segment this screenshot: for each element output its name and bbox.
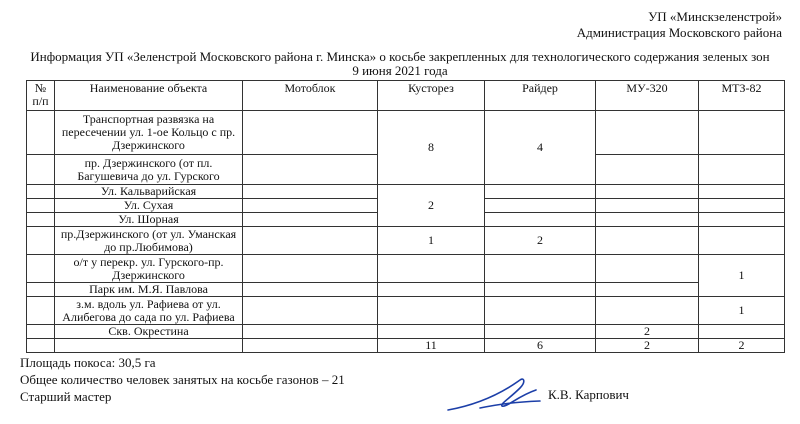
kustorez-cell: 1 bbox=[378, 227, 485, 255]
footer-people: Общее количество человек занятых на косьбе газонов – 21 bbox=[20, 372, 345, 387]
row-num bbox=[27, 325, 55, 339]
row-motoblock bbox=[243, 339, 378, 353]
row-rider bbox=[485, 325, 596, 339]
col-header-num: № п/п bbox=[27, 81, 55, 111]
mtz82-cell: 1 bbox=[699, 297, 785, 325]
row-mu320 bbox=[596, 185, 699, 199]
row-rider bbox=[485, 213, 596, 227]
total-mu320: 2 bbox=[596, 339, 699, 353]
col-header-kustorez: Кусторез bbox=[378, 81, 485, 111]
row-name: Скв. Окрестина bbox=[55, 325, 243, 339]
footer-area: Площадь покоса: 30,5 га bbox=[20, 355, 156, 370]
row-num bbox=[27, 297, 55, 325]
header-block bbox=[577, 9, 782, 41]
title-date: 9 июня 2021 года bbox=[352, 63, 448, 78]
col-header-rider: Райдер bbox=[485, 81, 596, 111]
row-name: Ул. Шорная bbox=[55, 213, 243, 227]
row-num bbox=[27, 155, 55, 185]
row-mtz82 bbox=[699, 325, 785, 339]
row-motoblock bbox=[243, 297, 378, 325]
row-motoblock bbox=[243, 325, 378, 339]
row-mu320 bbox=[596, 199, 699, 213]
table-row bbox=[27, 227, 785, 255]
row-kustorez bbox=[378, 297, 485, 325]
mtz82-cell: 1 bbox=[699, 255, 785, 297]
row-motoblock bbox=[243, 155, 378, 185]
row-rider bbox=[485, 255, 596, 283]
rider-cell: 4 bbox=[485, 111, 596, 185]
row-rider bbox=[485, 297, 596, 325]
row-mtz82 bbox=[699, 199, 785, 213]
row-mu320 bbox=[596, 111, 699, 155]
table-row bbox=[27, 283, 785, 297]
row-mtz82 bbox=[699, 227, 785, 255]
row-name: Ул. Сухая bbox=[55, 199, 243, 213]
total-kustorez: 11 bbox=[378, 339, 485, 353]
header-admin: Администрация Московского района bbox=[576, 25, 782, 40]
col-header-motoblock: Мотоблок bbox=[243, 81, 378, 111]
row-mu320 bbox=[596, 297, 699, 325]
row-motoblock bbox=[243, 213, 378, 227]
signature bbox=[440, 368, 550, 418]
table-row bbox=[27, 325, 785, 339]
row-motoblock bbox=[243, 199, 378, 213]
row-motoblock bbox=[243, 255, 378, 283]
row-name: пр.Дзержинского (от ул. Уманская до пр.Любимова) bbox=[55, 227, 243, 255]
header-row bbox=[27, 81, 785, 111]
row-num bbox=[27, 339, 55, 353]
mowing-table bbox=[26, 80, 785, 353]
row-motoblock bbox=[243, 283, 378, 297]
table-row bbox=[27, 297, 785, 325]
row-name bbox=[55, 339, 243, 353]
document-title bbox=[0, 50, 800, 78]
row-rider bbox=[485, 283, 596, 297]
row-num bbox=[27, 111, 55, 155]
row-name: з.м. вдоль ул. Рафиева от ул. Алибегова до сада по ул. Рафиева bbox=[55, 297, 243, 325]
row-mu320 bbox=[596, 227, 699, 255]
kustorez-cell: 2 bbox=[378, 185, 485, 227]
footer-block bbox=[20, 354, 345, 405]
row-name: пр. Дзержинского (от пл. Багушевича до ул. Гурского bbox=[55, 155, 243, 185]
row-kustorez bbox=[378, 283, 485, 297]
row-mtz82 bbox=[699, 155, 785, 185]
total-rider: 6 bbox=[485, 339, 596, 353]
footer-position: Старший мастер bbox=[20, 389, 112, 404]
row-num bbox=[27, 199, 55, 213]
title-line1: Информация УП «Зеленстрой Московского района г. Минска» о косьбе закрепленных для технологического содержания зеленых зон bbox=[30, 49, 770, 64]
row-mu320 bbox=[596, 283, 699, 297]
row-mtz82 bbox=[699, 185, 785, 199]
row-num bbox=[27, 283, 55, 297]
row-name: Транспортная развязка на пересечении ул. 1-ое Кольцо с пр. Дзержинского bbox=[55, 111, 243, 155]
row-mu320 bbox=[596, 255, 699, 283]
row-num bbox=[27, 255, 55, 283]
signer-name: К.В. Карпович bbox=[548, 387, 629, 402]
row-mtz82 bbox=[699, 111, 785, 155]
row-kustorez bbox=[378, 255, 485, 283]
row-name: о/т у перекр. ул. Гурского-пр. Дзержинского bbox=[55, 255, 243, 283]
row-kustorez bbox=[378, 325, 485, 339]
col-header-name: Наименование объекта bbox=[55, 81, 243, 111]
row-rider bbox=[485, 199, 596, 213]
row-mtz82 bbox=[699, 213, 785, 227]
row-rider bbox=[485, 185, 596, 199]
row-motoblock bbox=[243, 227, 378, 255]
col-header-mu320: МУ-320 bbox=[596, 81, 699, 111]
row-num bbox=[27, 185, 55, 199]
row-num bbox=[27, 227, 55, 255]
mu320-cell: 2 bbox=[596, 325, 699, 339]
row-num bbox=[27, 213, 55, 227]
row-name: Парк им. М.Я. Павлова bbox=[55, 283, 243, 297]
col-header-mtz82: МТЗ-82 bbox=[699, 81, 785, 111]
rider-cell: 2 bbox=[485, 227, 596, 255]
header-org: УП «Минскзеленстрой» bbox=[648, 9, 782, 24]
row-mu320 bbox=[596, 213, 699, 227]
row-motoblock bbox=[243, 185, 378, 199]
table-row bbox=[27, 185, 785, 199]
total-mtz82: 2 bbox=[699, 339, 785, 353]
row-mu320 bbox=[596, 155, 699, 185]
kustorez-cell: 8 bbox=[378, 111, 485, 185]
totals-row bbox=[27, 339, 785, 353]
row-name: Ул. Кальварийская bbox=[55, 185, 243, 199]
table-row bbox=[27, 111, 785, 155]
row-motoblock bbox=[243, 111, 378, 155]
table-row bbox=[27, 255, 785, 283]
